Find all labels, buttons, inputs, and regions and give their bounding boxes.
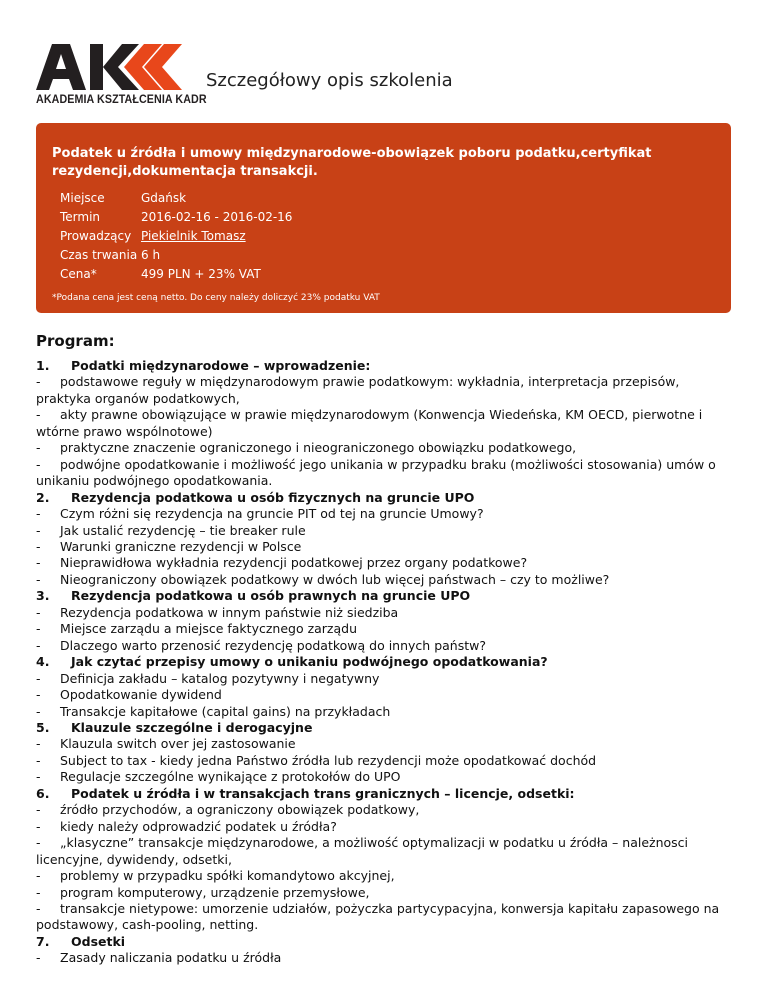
info-row-date: [60, 210, 292, 229]
list-item: - Regulacje szczególne wynikające z protokołów do UPO: [36, 769, 401, 785]
list-item: - Nieograniczony obowiązek podatkowy w dwóch lub więcej państwach – czy to możliwe?: [36, 571, 610, 587]
section-heading: 2. Rezydencja podatkowa u osób fizycznych na gruncie UPO: [36, 489, 475, 505]
list-item: - Jak ustalić rezydencję – tie breaker rule: [36, 522, 306, 538]
info-label: Cena*: [60, 267, 97, 281]
trainer-link[interactable]: Piekielnik Tomasz: [141, 229, 246, 243]
list-item: - Zasady naliczania podatku u źródła: [36, 950, 282, 966]
section-heading: 5. Klauzule szczególne i derogacyjne: [36, 719, 313, 735]
list-item: - Transakcje kapitałowe (capital gains) na przykładach: [36, 703, 391, 719]
list-item: - Klauzula switch over jej zastosowanie: [36, 736, 296, 752]
info-row-duration: [60, 248, 292, 267]
document-title: Szczegółowy opis szkolenia: [206, 70, 453, 91]
list-item: - kiedy należy odprowadzić podatek u źródła?: [36, 818, 337, 834]
course-summary-banner: [36, 123, 731, 313]
list-item: - Czym różni się rezydencja na gruncie PIT od tej na gruncie Umowy?: [36, 506, 484, 522]
list-item: - Dlaczego warto przenosić rezydencję podatkową do innych państw?: [36, 637, 486, 653]
section-heading: 1. Podatki międzynarodowe – wprowadzenie:: [36, 358, 371, 373]
list-item: - źródło przychodów, a ograniczony obowiązek podatkowy,: [36, 802, 420, 818]
logo-subtitle: AKADEMIA KSZTAŁCENIA KADR: [36, 94, 207, 106]
list-item: - program komputerowy, urządzenie przemysłowe,: [36, 884, 370, 900]
info-row-trainer: [60, 229, 292, 248]
list-item: - transakcje nietypowe: umorzenie udziałów, pożyczka partycypacyjna, konwersja kapitału zapasowego na podstawowy, cash-pooling, netting.: [36, 900, 720, 933]
section-heading: 6. Podatek u źródła i w transakcjach trans granicznych – licencje, odsetki:: [36, 785, 575, 801]
akk-logo: [36, 42, 206, 112]
list-item: - Nieprawidłowa wykładnia rezydencji podatkowej przez organy podatkowe?: [36, 555, 528, 571]
course-info-table: [60, 191, 292, 286]
program-heading: Program:: [36, 332, 115, 350]
section-heading: 4. Jak czytać przepisy umowy o unikaniu podwójnego opodatkowania?: [36, 654, 548, 670]
info-value: 2016-02-16 - 2016-02-16: [141, 210, 293, 224]
info-value-cell: [141, 229, 292, 248]
list-item: - problemy w przypadku spółki komandytowo akcyjnej,: [36, 868, 395, 884]
list-item: - podstawowe reguły w międzynarodowym prawie podatkowym: wykładnia, interpretacja przepisów, praktyka organów podatkowych,: [36, 374, 680, 406]
info-label: Prowadzący: [60, 229, 132, 243]
info-label: Miejsce: [60, 191, 105, 205]
program-content: [36, 358, 736, 967]
list-item: - Subject to tax - kiedy jedna Państwo źródła lub rezydencji może opodatkować dochód: [36, 752, 597, 768]
info-row-place: [60, 191, 292, 210]
list-item: - Definicja zakładu – katalog pozytywny i negatywny: [36, 670, 380, 686]
info-value: 6 h: [141, 248, 161, 262]
section-heading: 7. Odsetki: [36, 933, 126, 949]
list-item: - praktyczne znaczenie ograniczonego i nieograniczonego obowiązku podatkowego,: [36, 440, 577, 456]
list-item: - akty prawne obowiązujące w prawie międzynarodowym (Konwencja Wiedeńska, KM OECD, pierwotne i wtórne prawo wspólnotowe): [36, 407, 703, 439]
price-note: *Podana cena jest ceną netto. Do ceny należy doliczyć 23% podatku VAT: [52, 293, 380, 303]
header: [36, 42, 756, 116]
info-row-price: [60, 267, 292, 286]
list-item: - podwójne opodatkowanie i możliwość jego unikania w przypadku braku (możliwości stosowania) umów o unikaniu podwójnego opodatkowania.: [36, 456, 716, 489]
info-value: Gdańsk: [141, 191, 187, 205]
info-label: Termin: [60, 210, 101, 224]
list-item: - Rezydencja podatkowa w innym państwie niż siedziba: [36, 604, 399, 620]
info-label: Czas trwania: [60, 248, 138, 262]
info-value: 499 PLN + 23% VAT: [141, 267, 261, 281]
section-heading: 3. Rezydencja podatkowa u osób prawnych na gruncie UPO: [36, 588, 471, 604]
list-item: - Miejsce zarządu a miejsce faktycznego zarządu: [36, 621, 358, 637]
list-item: - Opodatkowanie dywidend: [36, 687, 222, 703]
list-item: - „klasyczne” transakcje międzynarodowe, a możliwość optymalizacji w podatku u źródła – należnosci licencyjne, dywidendy, odsetki,: [36, 835, 689, 867]
course-title: Podatek u źródła i umowy międzynarodowe-obowiązek poboru podatku,certyfikat rezydencji,dokumentacja transakcji.: [52, 146, 652, 179]
akk-logo-mark: [36, 42, 186, 92]
list-item: - Warunki graniczne rezydencji w Polsce: [36, 538, 302, 554]
